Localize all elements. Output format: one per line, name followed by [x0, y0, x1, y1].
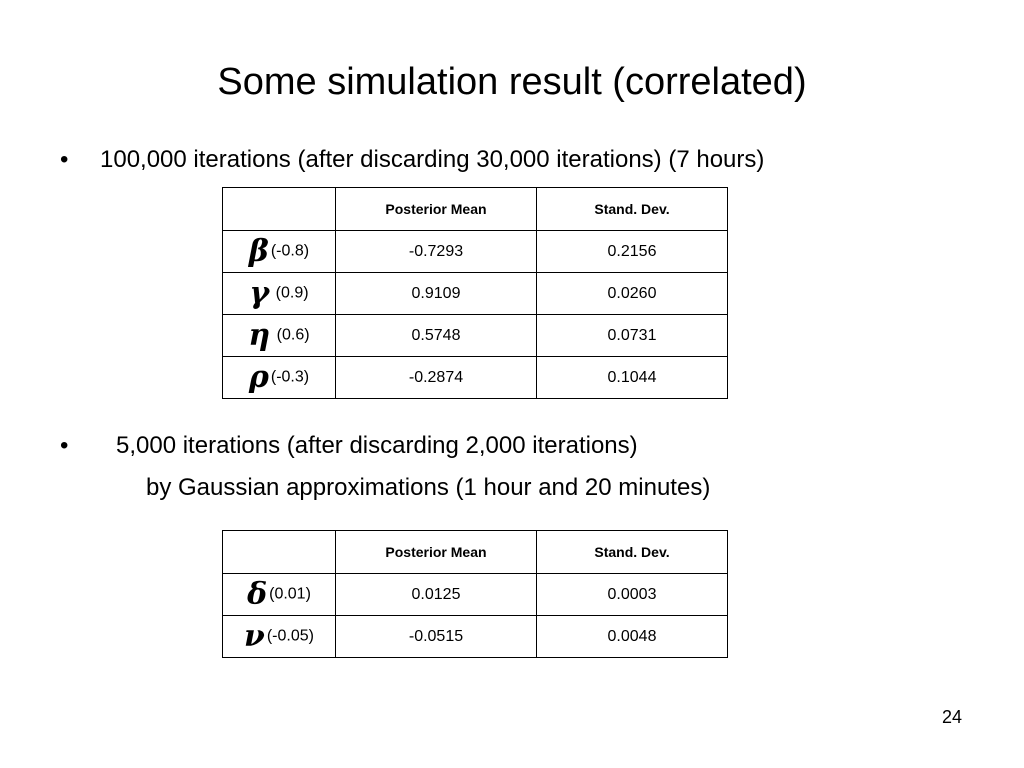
param-cell	[223, 574, 336, 616]
rho-symbol: ρ	[248, 360, 269, 395]
nu-symbol: ν	[244, 619, 265, 654]
header-cell-posterior-mean: Posterior Mean	[336, 188, 537, 231]
bullet-text: 5,000 iterations (after discarding 2,000 iterations)	[116, 432, 638, 459]
stand-dev-cell: 0.0260	[537, 273, 728, 315]
posterior-mean-cell: 0.9109	[336, 273, 537, 315]
beta-symbol: β	[248, 234, 269, 269]
table-header-row	[223, 188, 728, 231]
table-header-row	[223, 531, 728, 574]
posterior-mean-cell: -0.2874	[336, 357, 537, 399]
page-number: 24	[941, 707, 962, 727]
stand-dev-cell: 0.1044	[537, 357, 728, 399]
posterior-mean-cell: 0.5748	[336, 315, 537, 357]
param-true-value: (0.01)	[269, 585, 311, 603]
gamma-symbol: γ	[249, 276, 270, 311]
posterior-mean-cell: 0.0125	[336, 574, 537, 616]
param-cell	[223, 357, 336, 399]
param-true-value: (-0.3)	[270, 368, 310, 386]
table-row	[223, 273, 728, 315]
delta-symbol: δ	[247, 577, 268, 612]
slide-title: Some simulation result (correlated)	[217, 61, 807, 103]
results-table-1	[222, 187, 728, 399]
bullet-text: 100,000 iterations (after discarding 30,000 iterations) (7 hours)	[100, 146, 765, 173]
param-true-value: (0.9)	[275, 284, 309, 302]
posterior-mean-cell: -0.7293	[336, 231, 537, 273]
param-true-value: (0.6)	[276, 326, 310, 344]
eta-symbol: η	[248, 318, 271, 353]
header-cell-param	[223, 188, 336, 231]
stand-dev-cell: 0.2156	[537, 231, 728, 273]
param-true-value: (-0.05)	[266, 627, 314, 645]
param-cell	[223, 231, 336, 273]
param-cell	[223, 315, 336, 357]
table-row	[223, 574, 728, 616]
stand-dev-cell: 0.0003	[537, 574, 728, 616]
header-cell-posterior-mean: Posterior Mean	[336, 531, 537, 574]
param-cell	[223, 273, 336, 315]
stand-dev-cell: 0.0731	[537, 315, 728, 357]
param-true-value: (-0.8)	[270, 242, 310, 260]
bullet-marker: •	[60, 432, 69, 459]
bullet-text-continuation: by Gaussian approximations (1 hour and 20 minutes)	[146, 474, 711, 501]
param-cell	[223, 616, 336, 658]
stand-dev-cell: 0.0048	[537, 616, 728, 658]
header-cell-stand-dev: Stand. Dev.	[537, 188, 728, 231]
results-table-2	[222, 530, 728, 658]
table-row	[223, 357, 728, 399]
table-row	[223, 616, 728, 658]
header-cell-stand-dev: Stand. Dev.	[537, 531, 728, 574]
posterior-mean-cell: -0.0515	[336, 616, 537, 658]
bullet-marker: •	[60, 146, 69, 173]
table-row	[223, 315, 728, 357]
table-row	[223, 231, 728, 273]
header-cell-param	[223, 531, 336, 574]
